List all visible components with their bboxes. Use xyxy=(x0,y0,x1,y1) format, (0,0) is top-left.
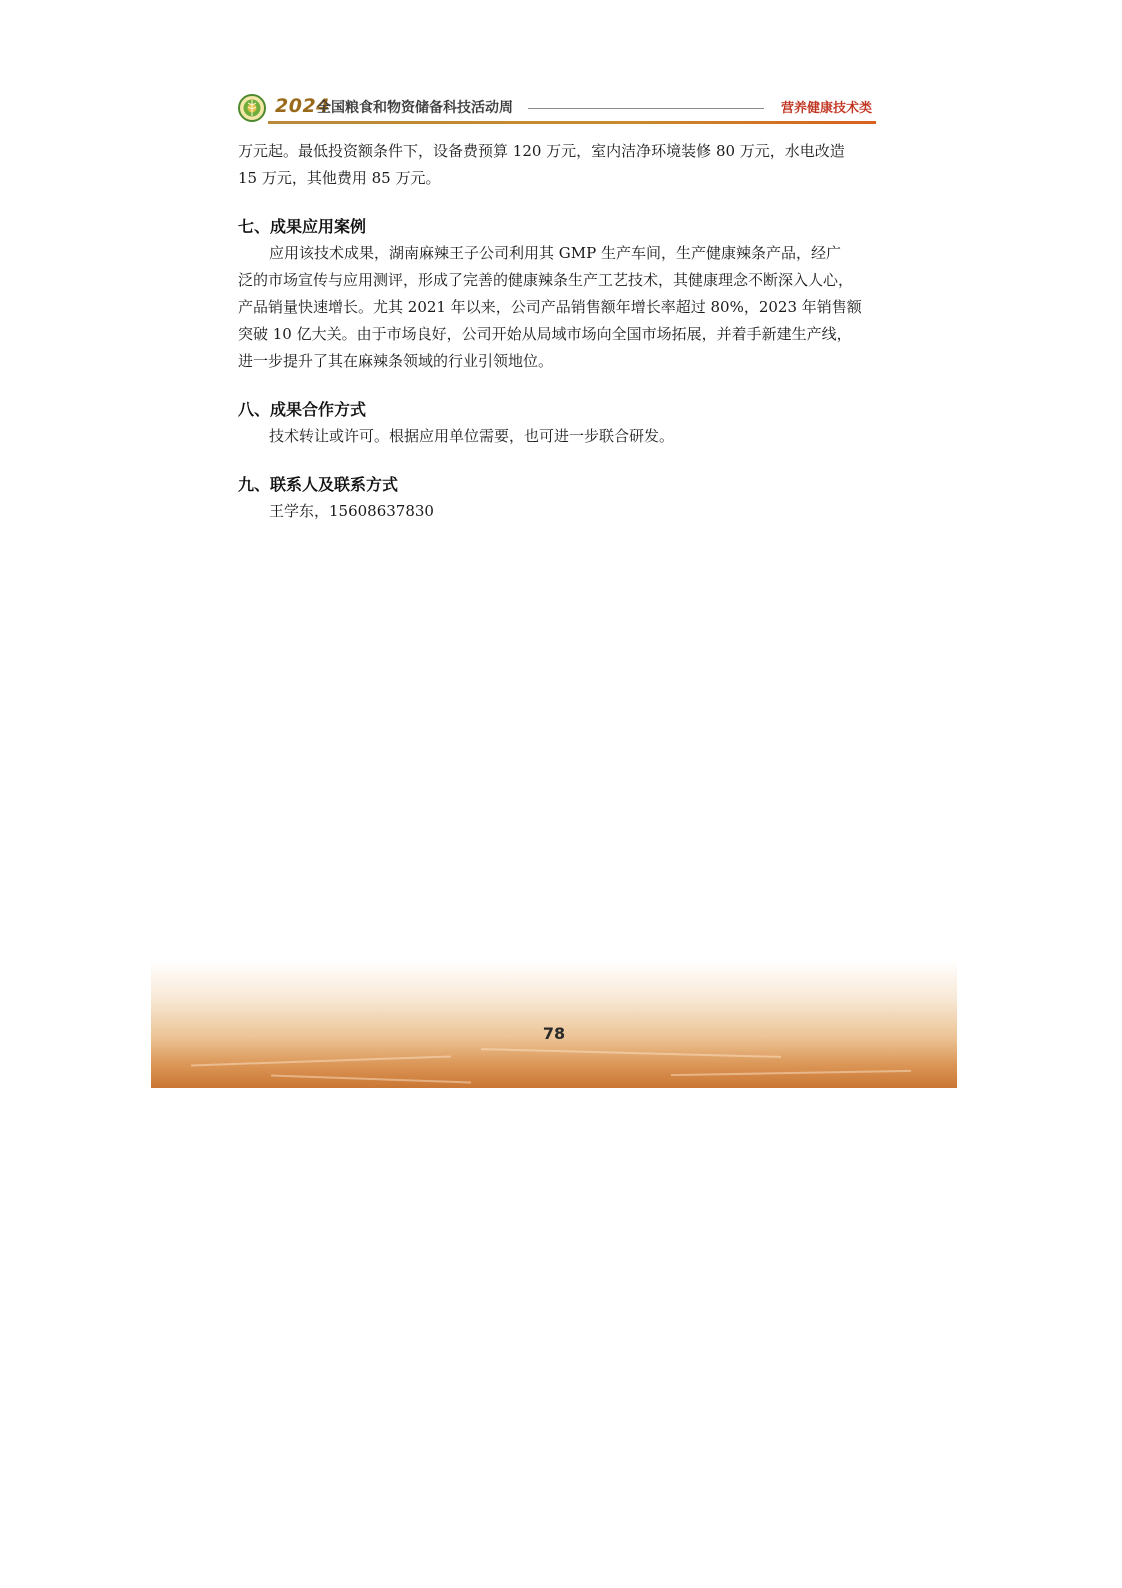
category-label: 营养健康技术类 xyxy=(780,101,872,116)
section-heading-contact: 九、联系人及联系方式 xyxy=(238,475,399,494)
footer-decoration xyxy=(191,1055,451,1066)
intro-line-1: 万元起。最低投资额条件下，设备费预算 120 万元，室内洁净环境装修 80 万元，水电改造 xyxy=(238,142,845,160)
case-line-3: 产品销量快速增长。尤其 2021 年以来，公司产品销售额年增长率超过 80%，2023 年销售额 xyxy=(238,298,862,316)
footer-decoration xyxy=(271,1075,471,1084)
application-cases-paragraph xyxy=(238,240,872,375)
case-line-5: 进一步提升了其在麻辣条领域的行业引领地位。 xyxy=(238,352,554,370)
page-header xyxy=(238,92,876,126)
page-number: 78 xyxy=(542,1024,566,1043)
case-line-1: 应用该技术成果，湖南麻辣王子公司利用其 GMP 生产车间，生产健康辣条产品，经广 xyxy=(269,244,841,262)
header-underline xyxy=(268,121,876,124)
footer-decoration xyxy=(671,1070,911,1076)
case-line-4: 突破 10 亿大关。由于市场良好，公司开始从局域市场向全国市场拓展，并着手新建生产线， xyxy=(238,325,852,343)
footer-decoration xyxy=(481,1048,781,1058)
page-body xyxy=(238,138,872,525)
footer-band xyxy=(151,960,957,1088)
event-year: 2024 xyxy=(275,95,330,117)
intro-paragraph xyxy=(238,138,872,192)
header-rule xyxy=(528,108,764,109)
section-heading-application-cases: 七、成果应用案例 xyxy=(238,217,367,236)
cooperation-paragraph: 技术转让或许可。根据应用单位需要，也可进一步联合研发。 xyxy=(269,427,675,445)
event-title: 全国粮食和物资储备科技活动周 xyxy=(317,100,513,116)
intro-line-2: 15 万元，其他费用 85 万元。 xyxy=(238,169,441,187)
section-heading-cooperation: 八、成果合作方式 xyxy=(238,400,367,419)
contact-info: 王学东，15608637830 xyxy=(269,502,434,520)
emblem-logo-icon xyxy=(238,94,266,122)
case-line-2: 泛的市场宣传与应用测评，形成了完善的健康辣条生产工艺技术，其健康理念不断深入人心， xyxy=(238,271,854,289)
